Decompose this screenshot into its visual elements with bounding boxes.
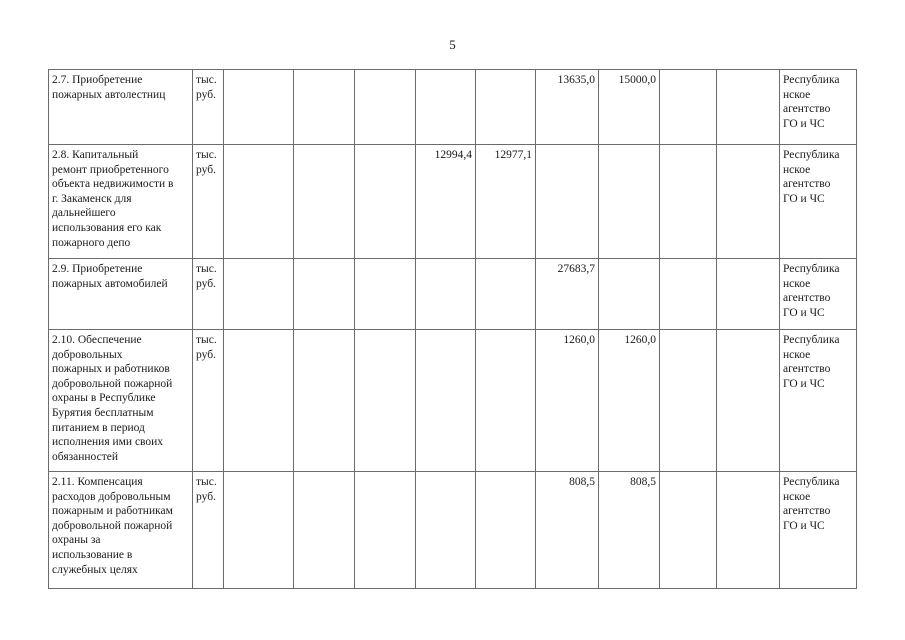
table-row	[49, 330, 857, 472]
measure-name-cell: 2.7. Приобретение пожарных автолестниц	[49, 70, 193, 145]
value-cell	[355, 472, 416, 589]
executor-cell: Республика нское агентство ГО и ЧС	[780, 330, 857, 472]
value-cell	[660, 330, 717, 472]
value-cell	[717, 259, 780, 330]
value-cell: 12994,4	[416, 145, 476, 259]
measure-name-cell: 2.8. Капитальный ремонт приобретенного объекта недвижимости в г. Закаменск для дальнейшего использования его как пожарного депо	[49, 145, 193, 259]
value-cell	[224, 330, 294, 472]
measure-name-cell: 2.9. Приобретение пожарных автомобилей	[49, 259, 193, 330]
value-cell	[416, 330, 476, 472]
measure-name-cell: 2.11. Компенсация расходов добровольным пожарным и работникам добровольной пожарной охраны за использование в служебных целях	[49, 472, 193, 589]
value-cell	[294, 472, 355, 589]
value-cell	[660, 145, 717, 259]
value-cell	[476, 259, 536, 330]
table-row	[49, 70, 857, 145]
executor-cell: Республика нское агентство ГО и ЧС	[780, 259, 857, 330]
value-cell	[294, 330, 355, 472]
unit-cell: тыс. руб.	[193, 330, 224, 472]
value-cell: 1260,0	[599, 330, 660, 472]
value-cell: 1260,0	[536, 330, 599, 472]
value-cell: 27683,7	[536, 259, 599, 330]
unit-cell: тыс. руб.	[193, 472, 224, 589]
value-cell: 808,5	[599, 472, 660, 589]
value-cell	[717, 472, 780, 589]
value-cell: 12977,1	[476, 145, 536, 259]
value-cell	[717, 330, 780, 472]
value-cell	[536, 145, 599, 259]
table-row	[49, 145, 857, 259]
value-cell	[355, 259, 416, 330]
value-cell	[224, 472, 294, 589]
value-cell	[717, 145, 780, 259]
value-cell	[717, 70, 780, 145]
executor-cell: Республика нское агентство ГО и ЧС	[780, 472, 857, 589]
value-cell	[224, 70, 294, 145]
measure-name-cell: 2.10. Обеспечение добровольных пожарных и работников добровольной пожарной охраны в Республике Бурятия бесплатным питанием в период исполнения ими своих обязанностей	[49, 330, 193, 472]
value-cell	[476, 70, 536, 145]
value-cell	[660, 70, 717, 145]
value-cell: 808,5	[536, 472, 599, 589]
table-row	[49, 472, 857, 589]
value-cell	[660, 259, 717, 330]
value-cell: 13635,0	[536, 70, 599, 145]
value-cell	[416, 259, 476, 330]
value-cell	[355, 145, 416, 259]
value-cell	[476, 472, 536, 589]
executor-cell: Республика нское агентство ГО и ЧС	[780, 145, 857, 259]
program-table	[48, 69, 857, 589]
value-cell	[294, 259, 355, 330]
value-cell	[599, 145, 660, 259]
value-cell	[476, 330, 536, 472]
value-cell	[224, 259, 294, 330]
executor-cell: Республика нское агентство ГО и ЧС	[780, 70, 857, 145]
value-cell	[416, 472, 476, 589]
value-cell	[599, 259, 660, 330]
value-cell	[294, 70, 355, 145]
value-cell	[416, 70, 476, 145]
page-number: 5	[449, 37, 456, 52]
value-cell	[224, 145, 294, 259]
value-cell	[294, 145, 355, 259]
value-cell: 15000,0	[599, 70, 660, 145]
value-cell	[355, 330, 416, 472]
table-row	[49, 259, 857, 330]
unit-cell: тыс. руб.	[193, 70, 224, 145]
value-cell	[660, 472, 717, 589]
value-cell	[355, 70, 416, 145]
unit-cell: тыс. руб.	[193, 259, 224, 330]
unit-cell: тыс. руб.	[193, 145, 224, 259]
